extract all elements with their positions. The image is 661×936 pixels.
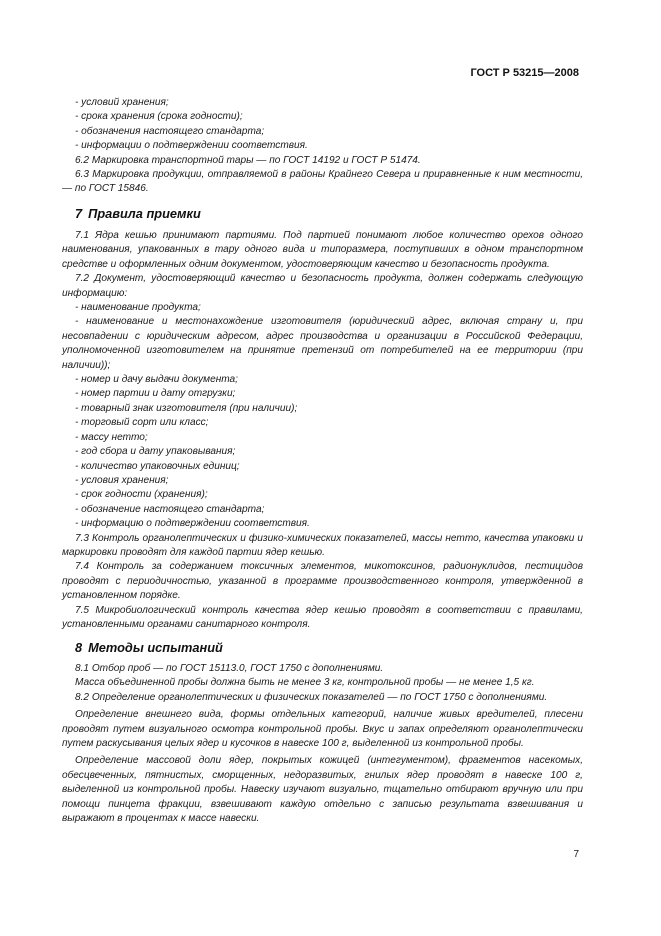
paragraph-7-3: 7.3 Контроль органолептических и физико-химических показателей, массы нетто, качества упаковки и маркировки проводят для каждой партии ядер кешью. <box>62 532 583 558</box>
list-item: - условий хранения; <box>75 97 169 108</box>
section-8-heading <box>62 640 583 656</box>
paragraph-7-4: 7.4 Контроль за содержанием токсичных элементов, микотоксинов, радионуклидов, пестицидов проводят с периодичностью, указанной в программе производственного контроля, утвержденной в установленном порядке. <box>62 561 583 602</box>
list-item: - информации о подтверждении соответствия. <box>75 140 308 152</box>
list-item: - наименование продукта; <box>75 302 201 314</box>
section-8 <box>62 640 583 656</box>
list-item: - наименование и местонахождение изготовителя (юридический адрес, включая страну и, при несовпадении с юридическим адресом, адрес производства и организации в Российской Федерации, уполномоченной изготовителем на принятие претензий от потребителей на ее территории (при наличии)); <box>62 316 583 371</box>
paragraph-8-2: 8.2 Определение органолептических и физических показателей — по ГОСТ 1750 с дополнениями. <box>75 691 548 703</box>
list-item: - массу нетто; <box>75 431 148 443</box>
list-item: - срока хранения (срока годности); <box>75 111 243 123</box>
list-item: - год сбора и дату упаковывания; <box>75 446 236 458</box>
section-8-body <box>62 662 583 826</box>
paragraph-6-2: 6.2 Маркировка транспортной тары — по ГОСТ 14192 и ГОСТ Р 51474. <box>75 154 421 166</box>
list-item: - обозначения настоящего стандарта; <box>75 125 265 137</box>
marking-list-continued <box>62 96 583 197</box>
paragraph-8-1-mass: Масса объединенной пробы должна быть не менее 3 кг, контрольной пробы — не менее 1,5 кг. <box>75 677 535 689</box>
list-item: - номер партии и дату отгрузки; <box>75 388 236 400</box>
paragraph-mass-fraction: Определение массовой доли ядер, покрытых кожицей (интегументом), фрагментов насекомых, обесцвеченных, пятнистых, сморщенных, недоразвитых, гнилых ядер проводят в навеске 100 г, выделенной из контрольной пробы. Навеску изучают визуально, тщательно отбирают вручную или при помощи пинцета фракции, взвешивают каждую отдельно с записью результата взвешивания и выражают в процентах к массе навески. <box>62 755 583 825</box>
section-7 <box>62 206 583 222</box>
paragraph-7-5: 7.5 Микробиологический контроль качества ядер кешью проводят в соответствии с правилами, установленными органами санитарного контроля. <box>62 604 583 630</box>
paragraph-7-1: 7.1 Ядра кешью принимают партиями. Под партией понимают любое количество орехов одного наименования, упакованных в тару одного вида и типоразмера, поступивших в одном транспортном средстве и оформленных одним документом, удостоверяющим качество и безопасность продукта. <box>62 230 583 270</box>
list-item: - условия хранения; <box>75 474 169 486</box>
section-title: Правила приемки <box>88 206 201 221</box>
list-item: - информацию о подтверждении соответствия. <box>75 518 310 530</box>
list-item: - количество упаковочных единиц; <box>75 460 240 472</box>
section-number: 8 <box>75 640 83 655</box>
section-number: 7 <box>75 206 83 221</box>
paragraph-6-3: 6.3 Маркировка продукции, отправляемой в районы Крайнего Севера и приравненные к ним местности, — по ГОСТ 15846. <box>62 169 583 195</box>
section-title: Методы испытаний <box>88 640 223 655</box>
paragraph-7-2: 7.2 Документ, удостоверяющий качество и безопасность продукта, должен содержать следующую информацию: <box>62 273 583 299</box>
section-7-body <box>62 229 583 632</box>
list-item: - срок годности (хранения); <box>75 489 208 501</box>
paragraph-appearance: Определение внешнего вида, формы отдельных категорий, наличие живых вредителей, плесени проводят путем визуального осмотра контрольной пробы. Вкус и запах определяют органолептически путем раскусывания целых ядер и кусочков в навеске 100 г, выделенной из контрольной пробы. <box>62 709 583 750</box>
page-number: 7 <box>573 849 579 860</box>
list-item: - товарный знак изготовителя (при наличии); <box>75 402 298 414</box>
list-item: - номер и дачу выдачи документа; <box>75 374 238 386</box>
list-item: - торговый сорт или класс; <box>75 417 209 429</box>
list-item: - обозначение настоящего стандарта; <box>75 503 265 515</box>
standard-header: ГОСТ Р 53215—2008 <box>470 67 579 79</box>
section-7-heading <box>62 206 583 222</box>
paragraph-8-1: 8.1 Отбор проб — по ГОСТ 15113.0, ГОСТ 1750 с дополнениями. <box>75 663 384 674</box>
